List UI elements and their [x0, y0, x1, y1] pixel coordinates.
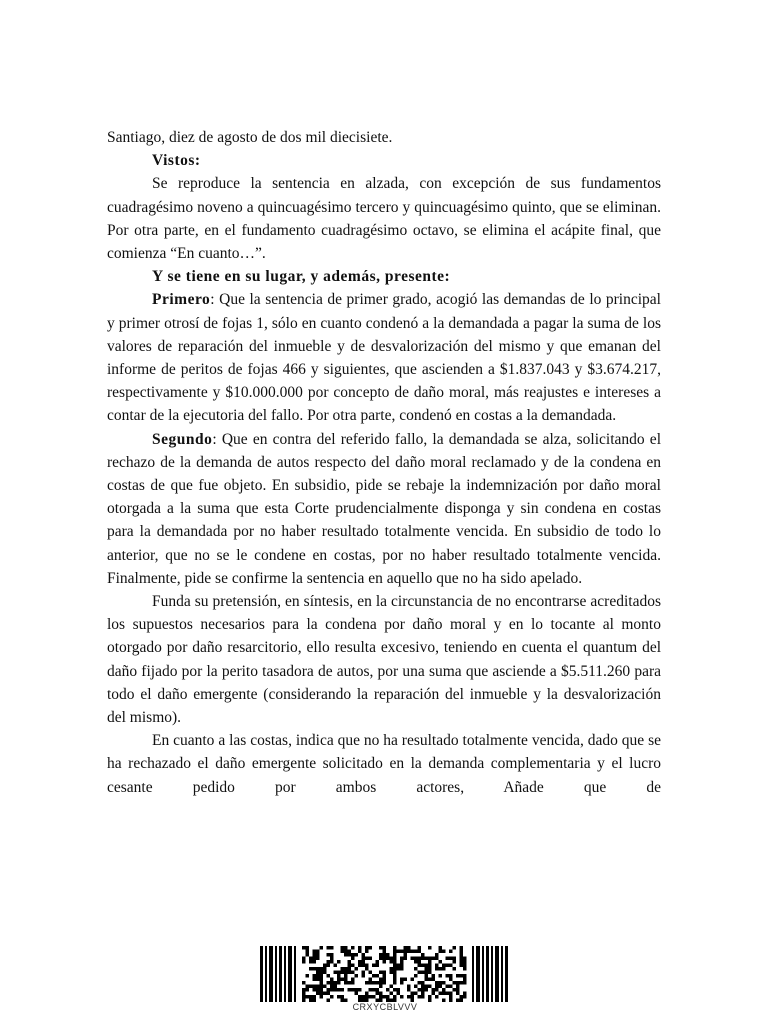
paragraph-primero [107, 288, 661, 427]
paragraph-costas: En cuanto a las costas, indica que no ha resultado totalmente vencida, dado que se ha rechazado el daño emergente solicitado en la demanda complementaria y el lucro cesante pedido por ambos actores, Añade que de [107, 732, 661, 796]
section-heading: Y se tiene en su lugar, y además, presente: [152, 268, 451, 286]
date-line: Santiago, diez de agosto de dos mil diecisiete. [107, 129, 393, 146]
verification-code: CRXYCBLVVV [352, 1002, 418, 1012]
segundo-label: Segundo [152, 430, 213, 448]
vistos-heading: Vistos: [152, 152, 201, 170]
segundo-text: : Que en contra del referido fallo, la demandada se alza, solicitando el rechazo de la demanda de autos respecto del daño moral reclamado y de la condena en costas de que fue objeto. En subsidio, pide se rebaje la indemnización por daño moral otorgada a la suma que esta Corte prudencialmente disponga y sin condena en costas para la demandada por no haber resultado totalmente vencida. En subsidio de todo lo anterior, que no se le condene en costas, por no haber resultado totalmente vencida. Finalmente, pide se confirme la sentencia en aquello que no ha sido apelado. [107, 430, 661, 587]
paragraph-reproduce: Se reproduce la sentencia en alzada, con excepción de sus fundamentos cuadragésimo noveno a quincuagésimo tercero y quincuagésimo quinto, que se eliminan. Por otra parte, en el fundamento cuadragésimo octavo, se elimina el acápite final, que comienza “En cuanto…”. [107, 175, 661, 263]
document-body [107, 126, 661, 799]
barcode-icon [260, 946, 510, 1002]
paragraph-funda: Funda su pretensión, en síntesis, en la circunstancia de no encontrarse acreditados los supuestos necesarios para la condena por daño moral y en lo tocante al monto otorgado por daño resarcitorio, ello resulta excesivo, teniendo en cuenta el quantum del daño fijado por la perito tasadora de autos, por una suma que asciende a $5.511.260 para todo el daño emergente (considerando la reparación del inmueble y la desvalorización del mismo). [107, 593, 661, 727]
primero-label: Primero [152, 291, 211, 309]
primero-text: : Que la sentencia de primer grado, acogió las demandas de lo principal y primer otrosí de fojas 1, sólo en cuanto condenó a la demandada a pagar la suma de los valores de reparación del inmueble y de desvalorización del mismo y que emanan del informe de peritos de fojas 466 y siguientes, que ascienden a $1.837.043 y $3.674.217, respectivamente y $10.000.000 por concepto de daño moral, más reajustes e intereses a contar de la ejecutoria del fallo. Por otra parte, condenó en costas a la demandada. [107, 291, 661, 425]
verification-footer [260, 946, 510, 1014]
paragraph-segundo [107, 428, 661, 590]
